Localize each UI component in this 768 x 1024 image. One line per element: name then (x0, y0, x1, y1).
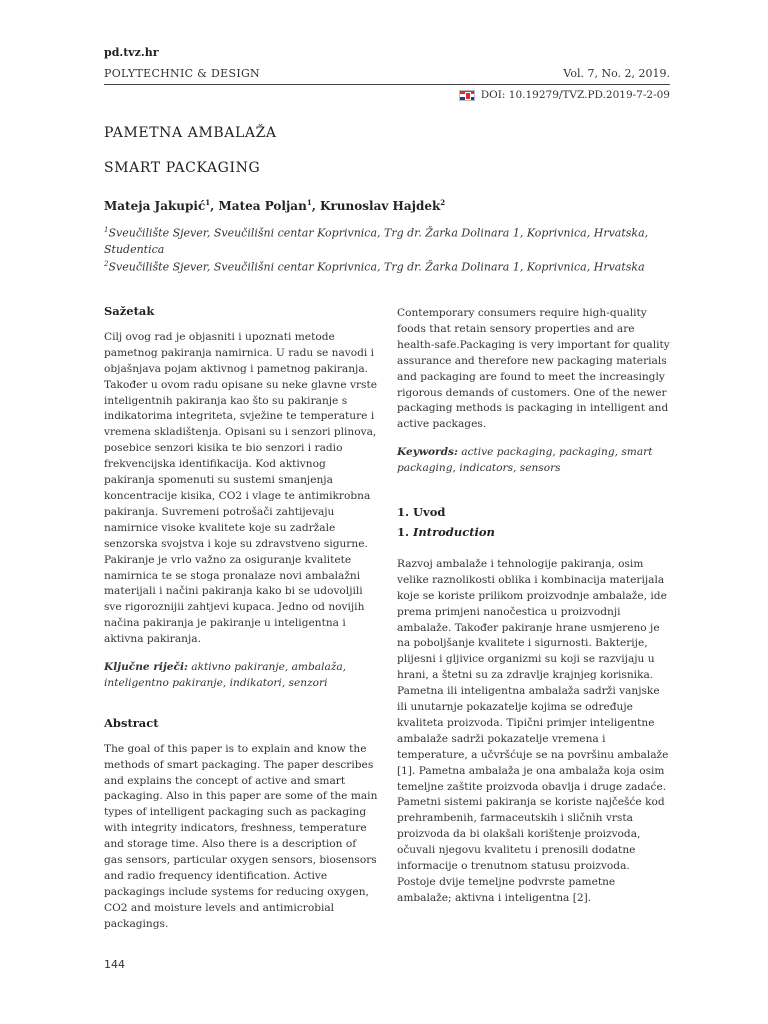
intro-body: Razvoj ambalaže i tehnologije pakiranja, osim velike raznolikosti oblika i kombinacija materijala koje se koriste prilikom proizvodnje ambalaže, ide prema primjeni nanočestica u proizvodnji ambalaže. Također pakiranje hrane usmjereno je na poboljšanje kvalitete i sigurnosti. Bakterije, plijesni i gljivice organizmi su koji se razvijaju u hrani, a štetni su za zdravlje krajnjeg korisnika. Pametna ili inteligentna ambalaža sadrži vanjske ili unutarnje pokazatelje kojima se određuje kvaliteta proizvoda. Tipični primjer inteligentne ambalaže sadrži pokazatelje vremena i temperature, a učvršćuje se na površinu ambalaže [1]. Pametna ambalaža je ona ambalaža koja osim temeljne zaštite proizvoda obavlja i druge zadaće. Pametni sistemi pakiranja se koriste najčešće kod prehrambenih, farmaceutskih i sličnih vrsta proizvoda da bi olakšali korištenje proizvoda, očuvali njegovu kvalitetu i prenosili dodatne informacije o trenutnom statusu proizvoda. Postoje dvije temeljne podvrste pametne ambalaže; aktivna i inteligentna [2]. (397, 557, 669, 904)
title-croatian: PAMETNA AMBALAŽA (104, 125, 277, 141)
left-column (104, 304, 378, 933)
header-rule (104, 84, 670, 85)
intro-heading-hr: 1. Uvod (397, 505, 446, 520)
author-affil-mark: 1 (205, 198, 211, 207)
croatian-flag-icon (459, 90, 475, 101)
author-name: Mateja Jakupić (104, 199, 206, 213)
affiliation-2 (104, 256, 684, 276)
sazetak-body: Cilj ovog rad je objasniti i upoznati metode pametnog pakiranja namirnica. U radu se navodi i objašnjava pojam aktivnog i pametnog pakiranja. Također u ovom radu opisane su neke glavne vrste inteligentnih pakiranja kao što su pakiranje s indikatorima integriteta, svježine te temperature i vremena skladištenja. Opisani su i senzori plinova, posebice senzori kisika te bio senzori i radio frekvencijska identifikacija. Kod aktivnog pakiranja spomenuti su sustemi smanjenja koncentracije kisika, CO2 i vlage te antimikrobna pakiranja. Suvremeni potrošači zahtijevaju namirnice visoke kvalitete koje su zadržale senzorska svojstva i koje su zdravstveno sigurne. Pakiranje je vrlo važno za osiguranje kvalitete namirnica te se stoga pronalaze novi ambalažni materijali i načini pakiranja kako bi se udovoljili sve rigoroznijii zahtjevi kupaca. Jedno od novijih načina pakiranja je pakiranje u inteligentna i aktivna pakiranja. (104, 330, 378, 646)
affil-text: Sveučilište Sjever, Sveučilišni centar Koprivnica, Trg dr. Žarka Dolinara 1, Koprivnica, Hrvatska, Studentica (104, 226, 649, 256)
author-separator: , (311, 199, 321, 213)
author-name: Krunoslav Hajdek (320, 199, 441, 213)
affil-mark: 1 (104, 226, 109, 234)
sazetak-heading: Sažetak (104, 304, 155, 318)
author-affil-mark: 1 (306, 198, 312, 207)
abstract-body-continued: Contemporary consumers require high-quality foods that retain sensory properties and are health-safe.Packaging is very important for quality assurance and therefore new packaging materials and packaging are found to meet the increasingly rigorous demands of customers. One of the newer packaging methods is packaging in intelligent and active packages. (397, 307, 670, 431)
kljucne-rijeci (104, 660, 378, 692)
page-number: 144 (104, 958, 125, 971)
kw-text: active packaging, packaging, smart packaging, indicators, sensors (397, 446, 653, 475)
title-english: SMART PACKAGING (104, 160, 261, 176)
kw-label: Ključne riječi: (104, 661, 188, 674)
affiliation-1 (104, 222, 684, 258)
kw-label: Keywords: (397, 446, 458, 459)
affil-text: Sveučilište Sjever, Sveučilišni centar Koprivnica, Trg dr. Žarka Dolinara 1, Koprivnica, Hrvatska (108, 260, 645, 274)
journal-name: POLYTECHNIC & DESIGN (104, 67, 260, 80)
author-list (104, 198, 445, 213)
section-number: 1. (397, 524, 414, 539)
author-separator: , (210, 199, 219, 213)
author-affil-mark: 2 (440, 198, 446, 207)
right-column (397, 306, 671, 907)
keywords (397, 445, 671, 477)
doi-line (459, 89, 670, 101)
affil-mark: 2 (104, 260, 109, 268)
kw-text: aktivno pakiranje, ambalaža, inteligentno pakiranje, indikatori, senzori (104, 661, 347, 689)
site-url: pd.tvz.hr (104, 46, 159, 59)
abstract-heading: Abstract (104, 715, 159, 730)
doi-text: DOI: 10.19279/TVZ.PD.2019-7-2-09 (480, 89, 670, 101)
section-title: Introduction (413, 524, 495, 539)
volume-info: Vol. 7, No. 2, 2019. (563, 67, 670, 80)
intro-heading-en (397, 525, 671, 541)
abstract-body: The goal of this paper is to explain and know the methods of smart packaging. The paper describes and explains the concept of active and smart packaging. Also in this paper are some of the main types of intelligent packaging such as packaging with integrity indicators, freshness, temperature and storage time. Also there is a description of gas sensors, particular oxygen sensors, biosensors and radio frequency identification. Active packagings include systems for reducing oxygen, CO2 and moisture levels and antimicrobial packagings. (104, 742, 378, 930)
author-name: Matea Poljan (218, 199, 307, 213)
